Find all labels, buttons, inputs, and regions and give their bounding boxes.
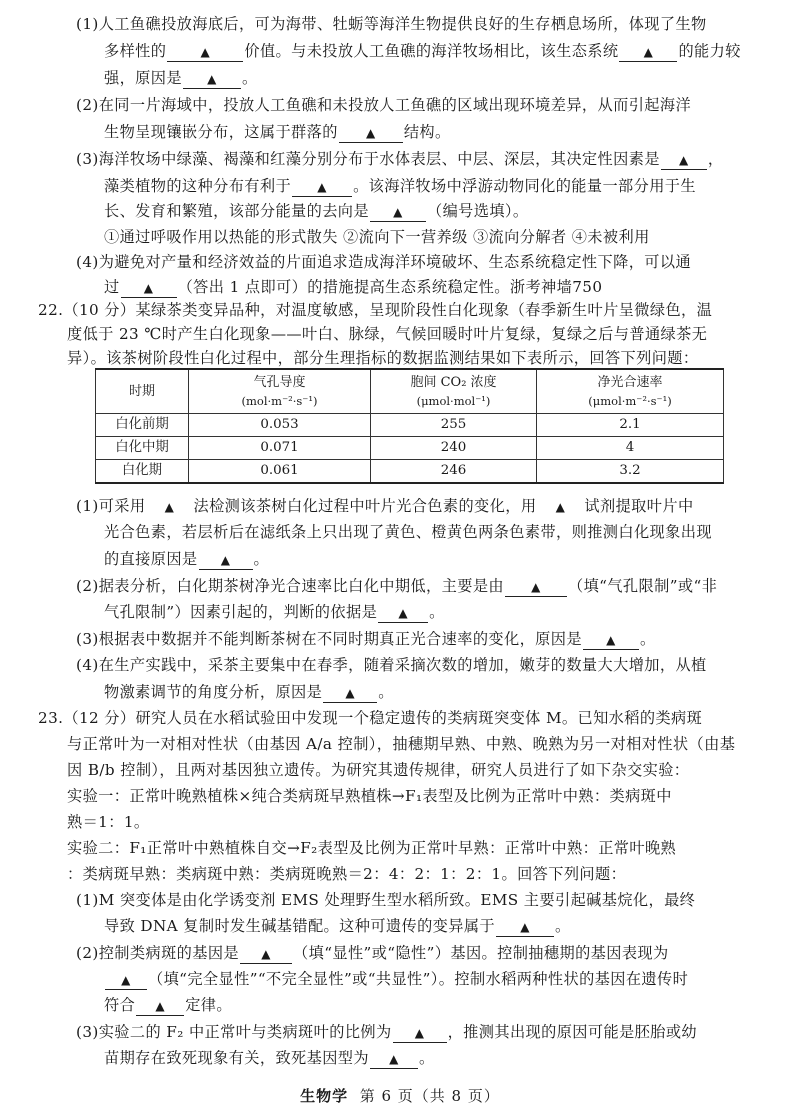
table-cell: 2.1 xyxy=(537,414,724,437)
table-cell: 240 xyxy=(371,437,537,460)
table-row xyxy=(96,437,724,460)
answer-blank[interactable]: ▲ xyxy=(167,42,243,62)
q21-line: 长、发育和繁殖，该部分能量的去向是 ▲ （编号选填）。 xyxy=(104,202,529,220)
physiology-data-table xyxy=(95,368,724,484)
answer-blank[interactable]: ▲ xyxy=(496,917,554,937)
q21-line: 强，原因是 ▲ 。 xyxy=(104,69,258,87)
page-number: 第 6 页（共 8 页） xyxy=(359,1087,500,1105)
q22-line: 物激素调节的角度分析，原因是 ▲ 。 xyxy=(104,683,394,701)
answer-blank[interactable]: ▲ xyxy=(339,123,403,143)
q22-line: (2)据表分析，白化期茶树净光合速率比白化中期低，主要是由 ▲ （填“气孔限制”或“非 xyxy=(76,577,718,595)
q21-line: 藻类植物的这种分布有利于 ▲ 。该海洋牧场中浮游动物同化的能量一部分用于生 xyxy=(104,177,696,195)
q23-line: 导致 DNA 复制时发生碱基错配。这种可遗传的变异属于 ▲ 。 xyxy=(104,917,571,935)
table-cell: 255 xyxy=(371,414,537,437)
answer-blank[interactable]: ▲ xyxy=(323,683,377,703)
answer-blank[interactable]: ▲ xyxy=(370,202,426,222)
q22-line: (4)在生产实践中，采茶主要集中在春季，随着采摘次数的增加，嫩芽的数量大大增加，从植 xyxy=(76,656,707,674)
table-header: 净光合速率 (μmol·m⁻²·s⁻¹) xyxy=(537,369,724,414)
table-cell: 0.053 xyxy=(189,414,371,437)
q22-line: 气孔限制”）因素引起的，判断的依据是 ▲ 。 xyxy=(104,603,445,621)
table-row xyxy=(96,460,724,484)
q22-stem: 度低于 23 ℃时产生白化现象——叶白、脉绿，气候回暖时叶片复绿，复绿之后与普通绿茶无 xyxy=(67,325,708,343)
answer-blank[interactable]: ▲ xyxy=(583,630,639,650)
page-footer xyxy=(0,1085,800,1106)
answer-blank[interactable]: ▲ xyxy=(661,150,707,170)
q23-line: 符合 ▲ 定律。 xyxy=(104,996,232,1014)
q23-stem: 23.（12 分）研究人员在水稻试验田中发现一个稳定遗传的类病斑突变体 M。已知水稻的类病斑 xyxy=(38,709,703,727)
q21-line: 多样性的 ▲ 价值。与未投放人工鱼礁的海洋牧场相比，该生态系统 ▲ 的能力较 xyxy=(104,42,741,60)
answer-blank[interactable]: ▲ xyxy=(164,500,175,514)
answer-blank[interactable]: ▲ xyxy=(555,500,566,514)
answer-blank[interactable]: ▲ xyxy=(393,1023,447,1043)
q23-line: 苗期存在致死现象有关，致死基因型为 ▲ 。 xyxy=(104,1049,435,1067)
subject-name: 生物学 xyxy=(300,1087,349,1105)
q21-line: (2)在同一片海域中，投放人工鱼礁和未投放人工鱼礁的区域出现环境差异，从而引起海洋 xyxy=(76,96,692,114)
q21-line: (1)人工鱼礁投放海底后，可为海带、牡蛎等海洋生物提供良好的生存栖息场所，体现了生物 xyxy=(76,15,707,33)
q22-stem: 异）。该茶树阶段性白化过程中，部分生理指标的数据监测结果如下表所示，回答下列问题： xyxy=(67,349,699,367)
q22-line: 光合色素，若层析后在滤纸条上只出现了黄色、橙黄色两条色素带，则推测白化现象出现 xyxy=(104,523,712,541)
q23-stem: 熟＝1：1。 xyxy=(67,813,150,831)
q23-stem: 与正常叶为一对相对性状（由基因 A/a 控制），抽穗期早熟、中熟、晚熟为另一对相对性状（由基 xyxy=(67,735,736,753)
answer-blank[interactable]: ▲ xyxy=(505,577,567,597)
table-cell: 3.2 xyxy=(537,460,724,484)
answer-blank[interactable]: ▲ xyxy=(292,177,352,197)
q21-line: (3)海洋牧场中绿藻、褐藻和红藻分别分布于水体表层、中层、深层，其决定性因素是 ▲ ， xyxy=(76,150,724,168)
answer-blank[interactable]: ▲ xyxy=(378,603,428,623)
table-cell: 0.061 xyxy=(189,460,371,484)
table-cell: 白化中期 xyxy=(96,437,189,460)
table-cell: 白化前期 xyxy=(96,414,189,437)
table-cell: 0.071 xyxy=(189,437,371,460)
q23-stem: 实验二：F₁正常叶中熟植株自交→F₂表型及比例为正常叶早熟：正常叶中熟：正常叶晚熟 xyxy=(67,839,677,857)
q22-stem: 22.（10 分）某绿茶类变异品种，对温度敏感，呈现阶段性白化现象（春季新生叶片呈微绿色，温 xyxy=(38,301,713,319)
q23-stem: ：类病斑早熟：类病斑中熟：类病斑晚熟＝2：4：2：1：2：1。回答下列问题： xyxy=(67,865,627,883)
table-header: 时期 xyxy=(96,369,189,414)
q21-options: ①通过呼吸作用以热能的形式散失 ②流向下一营养级 ③流向分解者 ④未被利用 xyxy=(104,228,650,246)
q23-stem: 实验一：正常叶晚熟植株×纯合类病斑早熟植株→F₁表型及比例为正常叶中熟：类病斑中 xyxy=(67,787,672,805)
answer-blank[interactable]: ▲ xyxy=(199,550,253,570)
table-header: 气孔导度 (mol·m⁻²·s⁻¹) xyxy=(189,369,371,414)
answer-blank[interactable]: ▲ xyxy=(183,69,241,89)
q23-line: (3)实验二的 F₂ 中正常叶与类病斑叶的比例为 ▲ ，推测其出现的原因可能是胚胎或幼 xyxy=(76,1023,697,1041)
answer-blank[interactable]: ▲ xyxy=(105,970,147,990)
q23-line: (1)M 突变体是由化学诱变剂 EMS 处理野生型水稻所致。EMS 主要引起碱基烷化，最终 xyxy=(76,891,696,909)
table-cell: 246 xyxy=(371,460,537,484)
answer-blank[interactable]: ▲ xyxy=(370,1049,418,1069)
table-cell: 4 xyxy=(537,437,724,460)
table-cell: 白化期 xyxy=(96,460,189,484)
q22-line: 的直接原因是 ▲ 。 xyxy=(104,550,270,568)
answer-blank[interactable]: ▲ xyxy=(240,944,292,964)
q22-line: (3)根据表中数据并不能判断茶树在不同时期真正光合速率的变化，原因是 ▲ 。 xyxy=(76,630,656,648)
q21-line: 过 ▲ （答出 1 点即可）的措施提高生态系统稳定性。浙考神墙750 xyxy=(104,278,603,296)
table-row xyxy=(96,414,724,437)
q23-line: (2)控制类病斑的基因是 ▲ （填“显性”或“隐性”）基因。控制抽穗期的基因表现为 xyxy=(76,944,669,962)
answer-blank[interactable]: ▲ xyxy=(619,42,677,62)
q22-line: (1)可采用 ▲ 法检测该茶树白化过程中叶片光合色素的变化，用 ▲ 试剂提取叶片中 xyxy=(76,497,694,515)
q21-line: 生物呈现镶嵌分布，这属于群落的 ▲ 结构。 xyxy=(104,123,451,141)
answer-blank[interactable]: ▲ xyxy=(136,996,184,1016)
q21-line: (4)为避免对产量和经济效益的片面追求造成海洋环境破坏、生态系统稳定性下降，可以通 xyxy=(76,253,692,271)
q23-line: ▲ （填“完全显性”“不完全显性”或“共显性”）。控制水稻两种性状的基因在遗传时 xyxy=(104,968,688,991)
q23-stem: 因 B/b 控制），且两对基因独立遗传。为研究其遗传规律，研究人员进行了如下杂交实验： xyxy=(67,761,690,779)
table-header: 胞间 CO₂ 浓度 (μmol·mol⁻¹) xyxy=(371,369,537,414)
answer-blank[interactable]: ▲ xyxy=(121,278,177,298)
